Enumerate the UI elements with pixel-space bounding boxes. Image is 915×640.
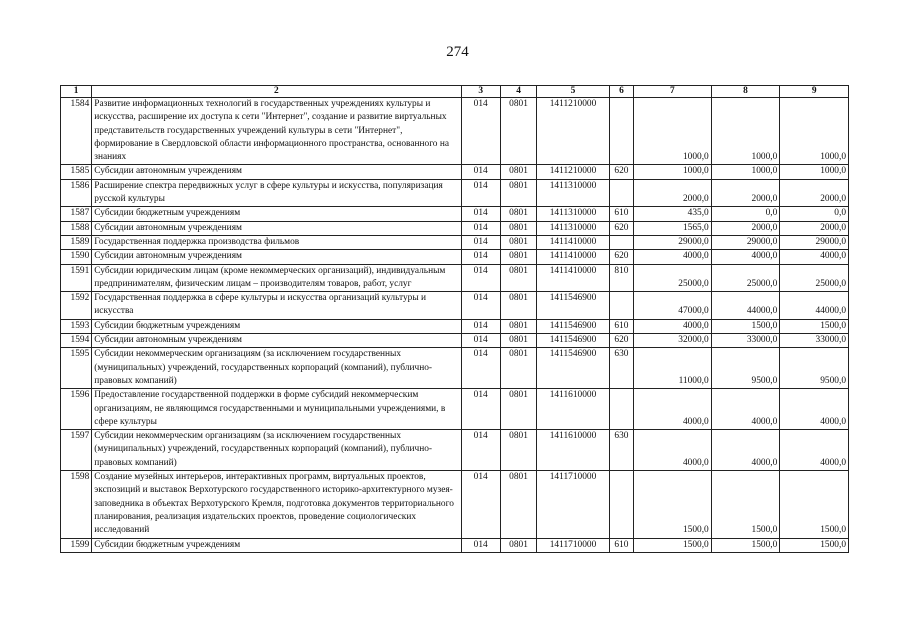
col-header-7: 7	[634, 86, 712, 98]
ministry-code: 014	[461, 165, 500, 179]
row-number: 1595	[61, 348, 92, 389]
row-number: 1594	[61, 334, 92, 348]
amount-year-2: 1000,0	[711, 98, 780, 165]
col-header-4: 4	[500, 86, 536, 98]
amount-year-1: 2000,0	[634, 179, 712, 207]
amount-year-3: 0,0	[780, 207, 849, 221]
expense-type-code	[609, 471, 633, 538]
section-code: 0801	[500, 471, 536, 538]
amount-year-2: 4000,0	[711, 250, 780, 264]
amount-year-1: 4000,0	[634, 430, 712, 471]
target-article-code: 1411710000	[537, 538, 610, 552]
expense-type-code: 610	[609, 538, 633, 552]
amount-year-3: 1500,0	[780, 471, 849, 538]
page-number: 274	[446, 44, 469, 60]
table-row	[61, 334, 849, 348]
amount-year-3: 25000,0	[780, 264, 849, 292]
row-description: Государственная поддержка производства фильмов	[92, 235, 461, 249]
row-number: 1590	[61, 250, 92, 264]
amount-year-2: 4000,0	[711, 389, 780, 430]
expense-type-code	[609, 292, 633, 320]
expense-type-code: 630	[609, 430, 633, 471]
target-article-code: 1411210000	[537, 98, 610, 165]
ministry-code: 014	[461, 179, 500, 207]
ministry-code: 014	[461, 250, 500, 264]
amount-year-1: 4000,0	[634, 319, 712, 333]
expense-type-code	[609, 98, 633, 165]
ministry-code: 014	[461, 430, 500, 471]
col-header-5: 5	[537, 86, 610, 98]
expense-type-code: 620	[609, 334, 633, 348]
amount-year-3: 1000,0	[780, 165, 849, 179]
ministry-code: 014	[461, 334, 500, 348]
amount-year-1: 435,0	[634, 207, 712, 221]
row-description: Субсидии бюджетным учреждениям	[92, 538, 461, 552]
section-code: 0801	[500, 179, 536, 207]
col-header-6: 6	[609, 86, 633, 98]
budget-table	[60, 85, 849, 553]
row-number: 1584	[61, 98, 92, 165]
row-number: 1586	[61, 179, 92, 207]
table-row	[61, 319, 849, 333]
expense-type-code	[609, 235, 633, 249]
target-article-code: 1411546900	[537, 319, 610, 333]
table-row	[61, 179, 849, 207]
amount-year-2: 0,0	[711, 207, 780, 221]
amount-year-2: 2000,0	[711, 221, 780, 235]
expense-type-code: 610	[609, 319, 633, 333]
ministry-code: 014	[461, 207, 500, 221]
expense-type-code	[609, 389, 633, 430]
ministry-code: 014	[461, 319, 500, 333]
row-description: Субсидии автономным учреждениям	[92, 250, 461, 264]
table-row	[61, 430, 849, 471]
amount-year-2: 44000,0	[711, 292, 780, 320]
row-description: Субсидии автономным учреждениям	[92, 221, 461, 235]
amount-year-3: 1000,0	[780, 98, 849, 165]
table-row	[61, 207, 849, 221]
section-code: 0801	[500, 292, 536, 320]
section-code: 0801	[500, 221, 536, 235]
expense-type-code: 620	[609, 250, 633, 264]
target-article-code: 1411410000	[537, 235, 610, 249]
amount-year-3: 2000,0	[780, 221, 849, 235]
target-article-code: 1411546900	[537, 292, 610, 320]
table-row	[61, 389, 849, 430]
target-article-code: 1411210000	[537, 165, 610, 179]
table-row	[61, 538, 849, 552]
table-row	[61, 165, 849, 179]
ministry-code: 014	[461, 471, 500, 538]
ministry-code: 014	[461, 221, 500, 235]
amount-year-3: 44000,0	[780, 292, 849, 320]
amount-year-1: 47000,0	[634, 292, 712, 320]
row-description: Субсидии бюджетным учреждениям	[92, 319, 461, 333]
amount-year-3: 9500,0	[780, 348, 849, 389]
ministry-code: 014	[461, 538, 500, 552]
row-description: Предоставление государственной поддержки в форме субсидий некоммерческим организациям, не являющимся государственными и муниципальными учреждениями, в сфере культуры	[92, 389, 461, 430]
row-number: 1589	[61, 235, 92, 249]
ministry-code: 014	[461, 292, 500, 320]
row-description: Создание музейных интерьеров, интерактивных программ, виртуальных проектов, экспозиций и выставок Верхотурского государственного историко-архитектурного музея-заповедника в объектах Верхотурского Кремля, подготовка документов территориального планирования, реализация издательских проектов, проведение социологических исследований	[92, 471, 461, 538]
target-article-code: 1411610000	[537, 430, 610, 471]
row-number: 1596	[61, 389, 92, 430]
ministry-code: 014	[461, 389, 500, 430]
section-code: 0801	[500, 207, 536, 221]
target-article-code: 1411310000	[537, 207, 610, 221]
col-header-1: 1	[61, 86, 92, 98]
target-article-code: 1411310000	[537, 179, 610, 207]
row-description: Развитие информационных технологий в государственных учреждениях культуры и искусства, расширение их доступа к сети "Интернет", создание и развитие виртуальных представительств государственных учреждений культуры в сети "Интернет", формирование в Свердловской области информационного пространства, основанного на знаниях	[92, 98, 461, 165]
row-number: 1592	[61, 292, 92, 320]
amount-year-1: 1500,0	[634, 538, 712, 552]
amount-year-2: 29000,0	[711, 235, 780, 249]
amount-year-3: 2000,0	[780, 179, 849, 207]
target-article-code: 1411546900	[537, 348, 610, 389]
amount-year-1: 1000,0	[634, 165, 712, 179]
row-number: 1593	[61, 319, 92, 333]
section-code: 0801	[500, 235, 536, 249]
table-row	[61, 264, 849, 292]
amount-year-1: 25000,0	[634, 264, 712, 292]
row-number: 1588	[61, 221, 92, 235]
amount-year-1: 4000,0	[634, 389, 712, 430]
section-code: 0801	[500, 165, 536, 179]
ministry-code: 014	[461, 348, 500, 389]
table-row	[61, 250, 849, 264]
section-code: 0801	[500, 348, 536, 389]
row-number: 1585	[61, 165, 92, 179]
ministry-code: 014	[461, 264, 500, 292]
col-header-2: 2	[92, 86, 461, 98]
amount-year-2: 1000,0	[711, 165, 780, 179]
row-number: 1599	[61, 538, 92, 552]
row-description: Субсидии бюджетным учреждениям	[92, 207, 461, 221]
table-row	[61, 348, 849, 389]
row-description: Государственная поддержка в сфере культуры и искусства организаций культуры и искусства	[92, 292, 461, 320]
amount-year-2: 1500,0	[711, 471, 780, 538]
ministry-code: 014	[461, 235, 500, 249]
row-number: 1598	[61, 471, 92, 538]
target-article-code: 1411710000	[537, 471, 610, 538]
amount-year-2: 1500,0	[711, 538, 780, 552]
expense-type-code: 620	[609, 165, 633, 179]
target-article-code: 1411410000	[537, 250, 610, 264]
amount-year-2: 2000,0	[711, 179, 780, 207]
amount-year-1: 4000,0	[634, 250, 712, 264]
amount-year-1: 1565,0	[634, 221, 712, 235]
amount-year-1: 1500,0	[634, 471, 712, 538]
amount-year-3: 29000,0	[780, 235, 849, 249]
ministry-code: 014	[461, 98, 500, 165]
target-article-code: 1411310000	[537, 221, 610, 235]
amount-year-3: 1500,0	[780, 319, 849, 333]
expense-type-code	[609, 179, 633, 207]
row-description: Субсидии автономным учреждениям	[92, 165, 461, 179]
col-header-8: 8	[711, 86, 780, 98]
row-description: Субсидии некоммерческим организациям (за исключением государственных (муниципальных) учреждений, государственных корпораций (компаний), публично-правовых компаний)	[92, 348, 461, 389]
amount-year-3: 4000,0	[780, 389, 849, 430]
amount-year-2: 33000,0	[711, 334, 780, 348]
target-article-code: 1411610000	[537, 389, 610, 430]
amount-year-3: 4000,0	[780, 430, 849, 471]
row-number: 1587	[61, 207, 92, 221]
row-description: Расширение спектра передвижных услуг в сфере культуры и искусства, популяризация русской культуры	[92, 179, 461, 207]
amount-year-2: 25000,0	[711, 264, 780, 292]
amount-year-3: 1500,0	[780, 538, 849, 552]
amount-year-1: 1000,0	[634, 98, 712, 165]
table-row	[61, 471, 849, 538]
section-code: 0801	[500, 250, 536, 264]
amount-year-1: 29000,0	[634, 235, 712, 249]
header-row	[61, 86, 849, 98]
row-description: Субсидии автономным учреждениям	[92, 334, 461, 348]
amount-year-2: 9500,0	[711, 348, 780, 389]
col-header-9: 9	[780, 86, 849, 98]
table-row	[61, 221, 849, 235]
expense-type-code: 630	[609, 348, 633, 389]
table-row	[61, 98, 849, 165]
section-code: 0801	[500, 319, 536, 333]
amount-year-3: 4000,0	[780, 250, 849, 264]
amount-year-3: 33000,0	[780, 334, 849, 348]
section-code: 0801	[500, 538, 536, 552]
table-row	[61, 235, 849, 249]
target-article-code: 1411410000	[537, 264, 610, 292]
expense-type-code: 620	[609, 221, 633, 235]
row-description: Субсидии юридическим лицам (кроме некоммерческих организаций), индивидуальным предпринимателям, физическим лицам – производителям товаров, работ, услуг	[92, 264, 461, 292]
section-code: 0801	[500, 264, 536, 292]
col-header-3: 3	[461, 86, 500, 98]
section-code: 0801	[500, 98, 536, 165]
amount-year-1: 32000,0	[634, 334, 712, 348]
row-number: 1591	[61, 264, 92, 292]
amount-year-2: 1500,0	[711, 319, 780, 333]
table-row	[61, 292, 849, 320]
amount-year-2: 4000,0	[711, 430, 780, 471]
expense-type-code: 610	[609, 207, 633, 221]
row-number: 1597	[61, 430, 92, 471]
expense-type-code: 810	[609, 264, 633, 292]
amount-year-1: 11000,0	[634, 348, 712, 389]
section-code: 0801	[500, 430, 536, 471]
section-code: 0801	[500, 334, 536, 348]
section-code: 0801	[500, 389, 536, 430]
row-description: Субсидии некоммерческим организациям (за исключением государственных (муниципальных) учреждений, государственных корпораций (компаний), публично-правовых компаний)	[92, 430, 461, 471]
table-body	[61, 98, 849, 553]
target-article-code: 1411546900	[537, 334, 610, 348]
